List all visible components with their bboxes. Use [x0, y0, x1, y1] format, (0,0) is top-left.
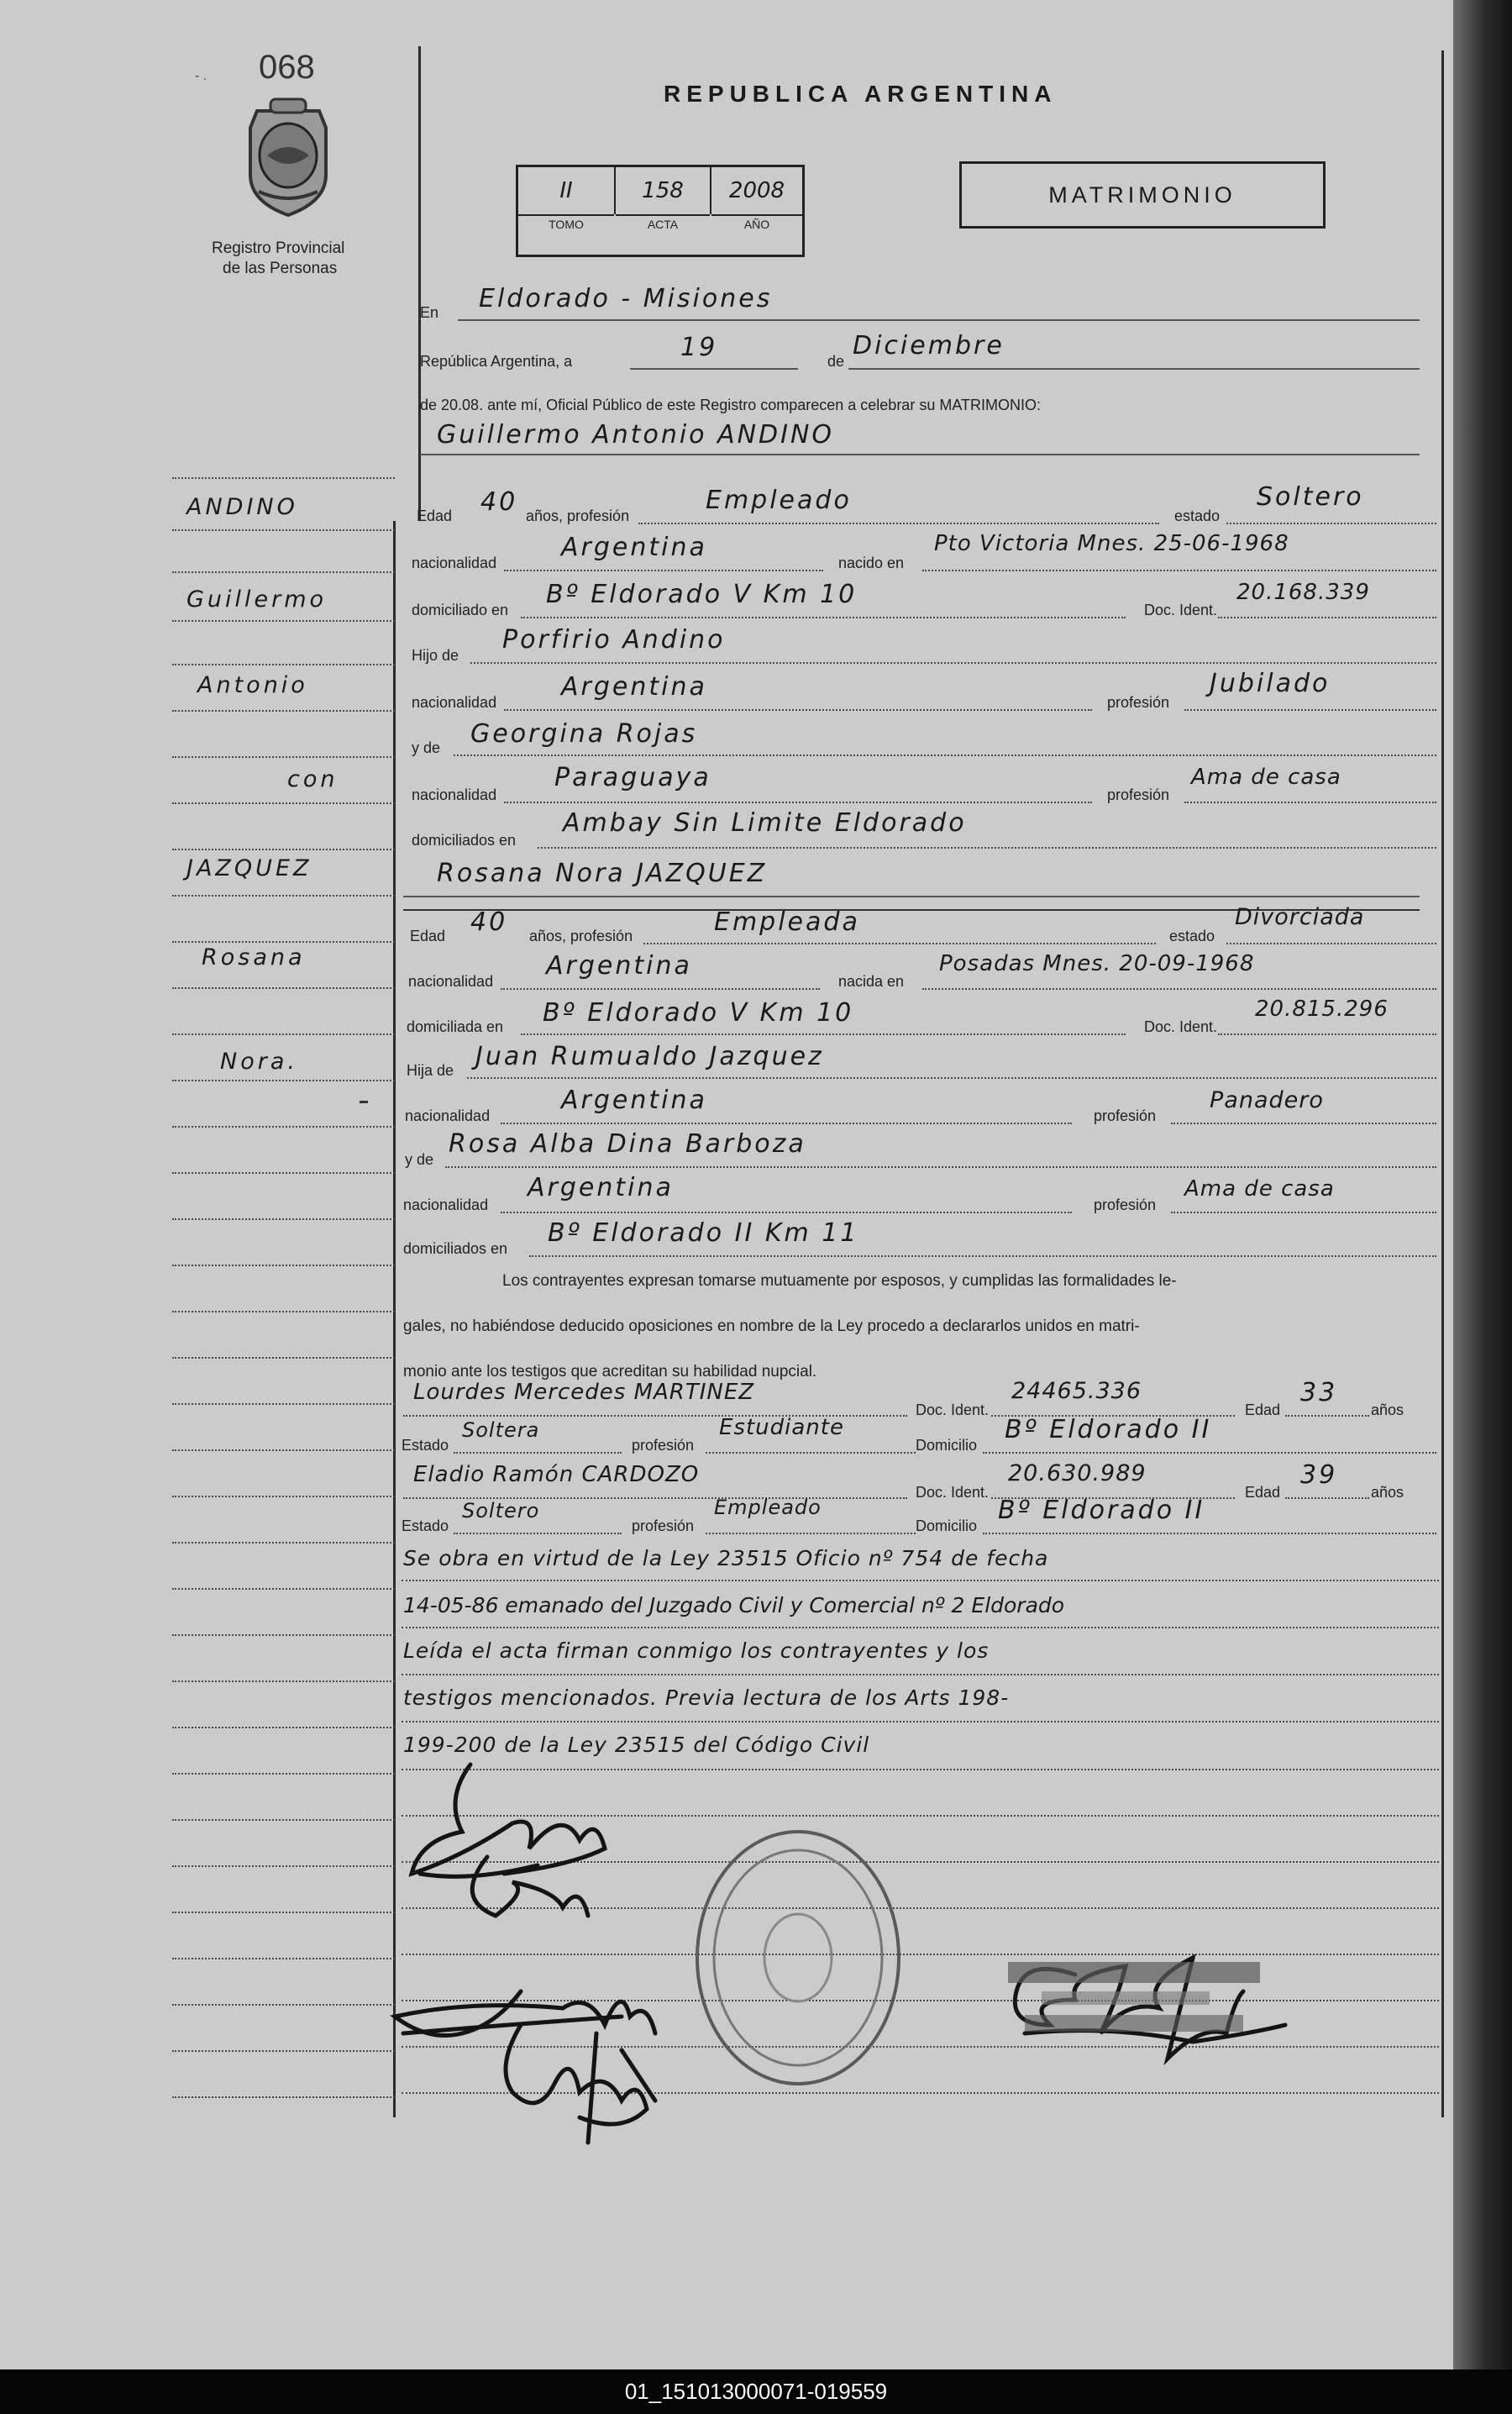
witness2-doc: 20.630.989 [1008, 1460, 1147, 1486]
bride-nacionalidad-label: nacionalidad [408, 973, 494, 990]
bride-name: Rosana Nora JAZQUEZ [437, 859, 768, 888]
witness2-edad-label: Edad [1245, 1484, 1281, 1501]
groom-doc: 20.168.339 [1236, 580, 1370, 605]
note-line: testigos mencionados. Previa lectura de los Arts 198- [403, 1686, 1010, 1710]
registry-line1: Registro Provincial [212, 239, 345, 257]
signature-witness2 [506, 2025, 647, 2124]
groom-nationality: Argentina [561, 533, 707, 562]
bride-doc: 20.815.296 [1255, 997, 1389, 1022]
acta-label: ACTA [616, 214, 710, 233]
republica-label: República Argentina, a [420, 353, 573, 370]
margin-con: con [287, 766, 339, 792]
witness1-prof-label: profesión [632, 1437, 695, 1454]
groom-parents-address: Ambay Sin Limite Eldorado [563, 808, 967, 838]
right-rule [1441, 50, 1444, 2117]
groom-name: Guillermo Antonio ANDINO [437, 420, 835, 450]
en-label: En [420, 304, 439, 321]
groom-yde-label: y de [412, 739, 441, 756]
groom-nacido-label: nacido en [838, 555, 905, 571]
formal-text-line3: monio ante los testigos que acreditan su habilidad nupcial. [403, 1363, 817, 1381]
bride-mother: Rosa Alba Dina Barboza [449, 1129, 806, 1159]
witness1-estado-label: Estado [402, 1437, 449, 1454]
month: Diciembre [853, 331, 1005, 360]
formal-text-line1: Los contrayentes expresan tomarse mutuamente por esposos, y cumplidas las formalidades le- [502, 1272, 1177, 1290]
margin-name: Guillermo [186, 586, 328, 613]
groom-civil-status: Soltero [1257, 482, 1364, 512]
bride-domiciliada-label: domiciliada en [407, 1018, 504, 1035]
note-line: 14-05-86 emanado del Juzgado Civil y Comercial nº 2 Eldorado [403, 1593, 1065, 1617]
margin-dash [360, 1101, 368, 1103]
groom-profession: Empleado [706, 486, 852, 515]
witness1-age: 33 [1300, 1378, 1338, 1407]
acta-value: 158 [616, 167, 711, 214]
bride-mother-prof-label: profesión [1094, 1196, 1157, 1213]
bride-doc-label: Doc. Ident. [1144, 1018, 1218, 1035]
bride-domiciliados-label: domiciliados en [403, 1240, 508, 1257]
bride-mother-profession: Ama de casa [1184, 1176, 1335, 1202]
signatures [370, 1748, 1420, 2151]
country-title: REPUBLICA ARGENTINA [664, 81, 1058, 107]
province-seal-icon [234, 92, 343, 218]
groom-father-profession: Jubilado [1210, 669, 1331, 698]
groom-father-nationality: Argentina [561, 672, 707, 702]
de-label: de [827, 353, 845, 370]
witness1-profession: Estudiante [719, 1415, 844, 1440]
sheet-number: 068 [259, 49, 315, 86]
official-stamp [1008, 1962, 1260, 2032]
tomo-value: II [518, 167, 616, 214]
bride-nationality: Argentina [546, 951, 692, 981]
bride-father: Juan Rumualdo Jazquez [475, 1042, 824, 1071]
witness2-estado-label: Estado [402, 1517, 449, 1534]
bride-father-prof-label: profesión [1094, 1107, 1157, 1124]
registry-line2: de las Personas [223, 260, 338, 277]
doc-type-box: MATRIMONIO [959, 161, 1326, 229]
witness1-doc: 24465.336 [1011, 1378, 1142, 1404]
sheet-mark: - . [195, 69, 207, 83]
margin-name: Rosana [202, 944, 306, 970]
witness2-anos-label: años [1371, 1484, 1404, 1501]
margin-rule [418, 46, 421, 521]
bride-edad-label: Edad [410, 928, 446, 944]
groom-estado-label: estado [1174, 508, 1221, 524]
bride-mother-nac-label: nacionalidad [403, 1196, 489, 1213]
witness2-domicilio-label: Domicilio [916, 1517, 978, 1534]
record-box [516, 165, 805, 257]
witness2-profession: Empleado [714, 1496, 822, 1519]
groom-doc-label: Doc. Ident. [1144, 602, 1218, 618]
book-binding [1453, 0, 1512, 2369]
anio-value: 2008 [728, 178, 785, 203]
groom-birth: Pto Victoria Mnes. 25-06-1968 [934, 531, 1289, 556]
witness1-doc-label: Doc. Ident. [916, 1402, 990, 1418]
bride-anos-label: años, profesión [529, 928, 633, 944]
groom-father-nac-label: nacionalidad [412, 694, 497, 711]
groom-age: 40 [480, 487, 518, 517]
bride-address: Bº Eldorado V Km 10 [543, 998, 854, 1028]
groom-father: Porfirio Andino [502, 625, 726, 655]
groom-domiciliados-label: domiciliados en [412, 832, 517, 849]
bride-birth: Posadas Mnes. 20-09-1968 [939, 951, 1255, 976]
groom-edad-label: Edad [417, 508, 453, 524]
signature-groom [412, 1764, 605, 1874]
note-line: Se obra en virtud de la Ley 23515 Oficio nº 754 de fecha [403, 1546, 1049, 1570]
groom-mother: Georgina Rojas [470, 719, 698, 749]
witness1-name: Lourdes Mercedes MARTINEZ [413, 1380, 755, 1405]
bride-civil-status: Divorciada [1235, 904, 1365, 930]
groom-anos-label: años, profesión [526, 508, 630, 524]
tomo-label: TOMO [518, 214, 614, 233]
groom-domiciliado-label: domiciliado en [412, 602, 509, 618]
bride-profession: Empleada [714, 907, 860, 937]
bride-father-nac-label: nacionalidad [405, 1107, 491, 1124]
bride-father-profession: Panadero [1210, 1087, 1324, 1113]
formal-text-line2: gales, no habiéndose deducido oposiciones en nombre de la Ley procedo a declararlos unidos en matri- [403, 1317, 1140, 1335]
bride-age: 40 [470, 907, 508, 937]
bride-estado-label: estado [1169, 928, 1215, 944]
note-line: 199-200 de la Ley 23515 del Código Civil [403, 1733, 870, 1757]
groom-mother-nac-label: nacionalidad [412, 786, 497, 803]
note-line: Leída el acta firman conmigo los contrayentes y los [403, 1638, 990, 1663]
anio-label: AÑO [711, 214, 802, 233]
margin-surname: JAZQUEZ [186, 855, 312, 881]
bride-hija-label: Hija de [407, 1062, 454, 1079]
margin-name: Antonio [197, 672, 308, 698]
witness1-domicilio-label: Domicilio [916, 1437, 978, 1454]
witness2-age: 39 [1300, 1460, 1338, 1490]
bride-nacida-label: nacida en [838, 973, 905, 990]
declaration: de 20.08. ante mí, Oficial Público de este Registro comparecen a celebrar su MATRIMONIO: [420, 397, 1041, 413]
witness1-edad-label: Edad [1245, 1402, 1281, 1418]
bride-mother-nationality: Argentina [528, 1173, 674, 1202]
witness1-civil-status: Soltera [462, 1418, 540, 1442]
groom-hijo-label: Hijo de [412, 647, 459, 664]
witness1-address: Bº Eldorado II [1005, 1415, 1212, 1444]
witness2-prof-label: profesión [632, 1517, 695, 1534]
bride-father-nationality: Argentina [561, 1086, 707, 1115]
groom-nacionalidad-label: nacionalidad [412, 555, 497, 571]
witness2-civil-status: Soltero [462, 1499, 540, 1523]
witness2-doc-label: Doc. Ident. [916, 1484, 990, 1501]
place: Eldorado - Misiones [479, 284, 773, 313]
day: 19 [680, 333, 718, 362]
official-seal-icon [697, 1832, 899, 2084]
bride-yde-label: y de [405, 1151, 434, 1168]
footer-id: 01_151013000071-019559 [0, 2369, 1512, 2414]
witness2-name: Eladio Ramón CARDOZO [413, 1462, 700, 1487]
groom-mother-prof-label: profesión [1107, 786, 1170, 803]
witness1-anos-label: años [1371, 1402, 1404, 1418]
groom-mother-profession: Ama de casa [1191, 765, 1341, 790]
groom-mother-nationality: Paraguaya [554, 763, 711, 792]
groom-father-prof-label: profesión [1107, 694, 1170, 711]
witness2-address: Bº Eldorado II [998, 1496, 1205, 1525]
margin-name: Nora. [220, 1049, 298, 1075]
bride-parents-address: Bº Eldorado II Km 11 [548, 1218, 859, 1248]
margin-surname: ANDINO [186, 494, 298, 520]
groom-address: Bº Eldorado V Km 10 [546, 580, 858, 609]
